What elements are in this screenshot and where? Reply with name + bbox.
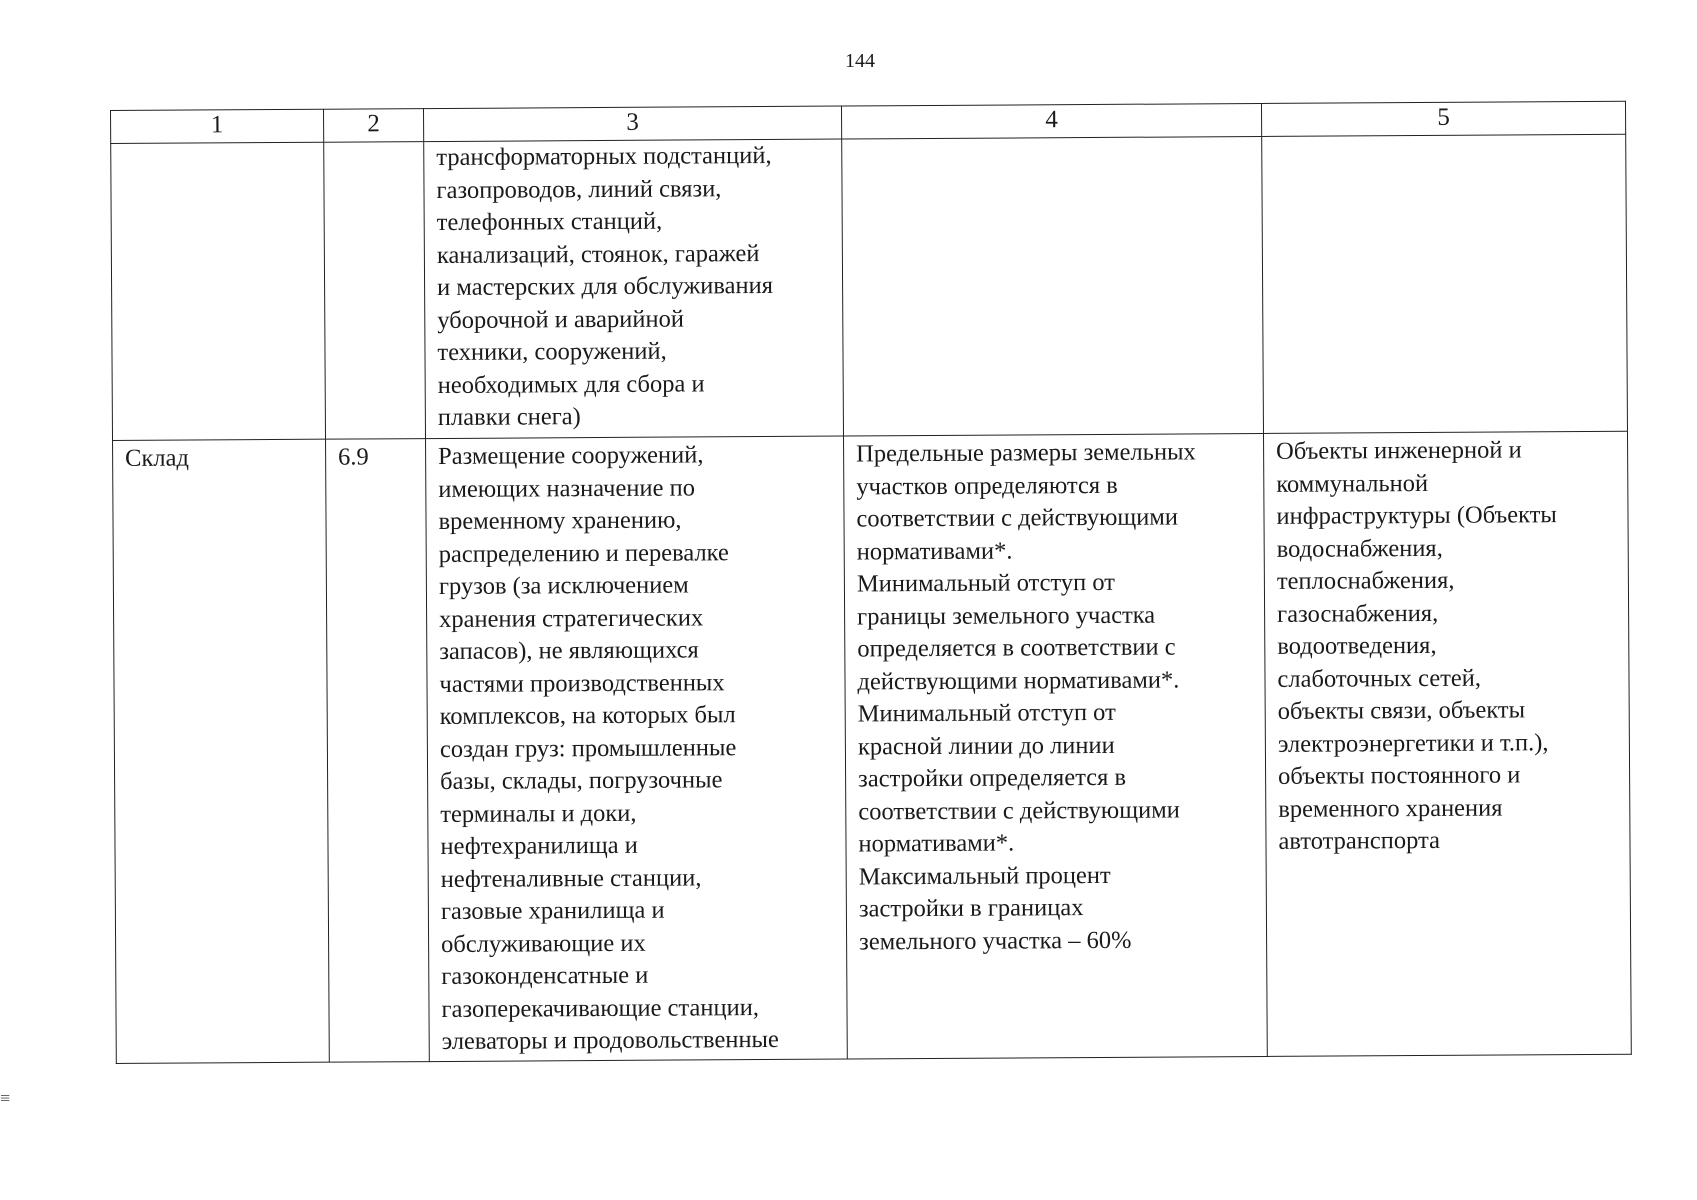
text-line: определяется в соответствии с <box>857 633 1176 663</box>
land-use-code-cell <box>324 142 426 440</box>
text-line: запасов), не являющихся <box>439 636 699 665</box>
text-line: газоснабжения, <box>1277 599 1439 628</box>
text-line: необходимых для сбора и <box>437 369 705 399</box>
text-line: газовые хранилища и <box>440 896 665 925</box>
land-use-name-cell: Склад <box>113 439 330 1063</box>
text-line: и мастерских для обслуживания <box>437 271 774 302</box>
text-line: границы земельного участка <box>857 601 1156 630</box>
text-line: электроэнергетики и т.п.), <box>1277 728 1549 758</box>
text-line: Размещение сооружений, <box>438 441 704 471</box>
land-use-table <box>110 101 1632 1064</box>
text-line: обслуживающие их <box>441 929 646 958</box>
text-line: комплексов, на которых был <box>439 701 736 730</box>
text-line: газопроводов, линий связи, <box>436 174 722 204</box>
text-line: водоотведения, <box>1277 631 1437 660</box>
text-line: участков определяются в <box>856 471 1118 500</box>
text-line: водоснабжения, <box>1276 534 1443 563</box>
text-line: инфраструктуры (Объекты <box>1276 501 1557 530</box>
table-row <box>113 431 1632 1063</box>
text-line: распределению и перевалке <box>438 538 729 568</box>
text-line: объекты связи, объекты <box>1277 696 1526 725</box>
auxiliary-uses-cell <box>1262 134 1628 433</box>
text-line: хранения стратегических <box>439 603 704 633</box>
table-row <box>111 134 1628 440</box>
text-line: газоперекачивающие станции, <box>441 993 759 1023</box>
text-line: Объекты инженерной и <box>1276 436 1522 465</box>
land-use-name-cell <box>111 142 326 440</box>
text-line: теплоснабжения, <box>1276 566 1455 595</box>
text-line: нормативами*. <box>856 536 1013 565</box>
text-line: элеваторы и продовольственные <box>441 1025 779 1055</box>
text-line: автотранспорта <box>1278 826 1441 855</box>
text-line: временному хранению, <box>438 506 682 536</box>
parameters-cell <box>842 136 1264 436</box>
text-line: газоконденсатные и <box>441 961 649 990</box>
text-line: плавки снега) <box>437 403 581 432</box>
text-line: грузов (за исключением <box>438 571 689 600</box>
text-line: канализаций, стоянок, гаражей <box>436 239 760 269</box>
header-cell-2: 2 <box>323 109 423 143</box>
scan-edge-mark: ≡ <box>0 1088 11 1108</box>
text-line: создан груз: промышленные <box>439 733 737 763</box>
text-line: земельного участка – 60% <box>859 926 1132 955</box>
text-line: уборочной и аварийной <box>437 304 684 334</box>
text-line: Минимальный отступ от <box>856 568 1116 598</box>
description-cell <box>426 436 848 1062</box>
text-line: базы, склады, погрузочные <box>440 766 723 795</box>
text-line: имеющих назначение по <box>438 473 695 503</box>
text-line: частями производственных <box>439 668 725 698</box>
auxiliary-uses-cell <box>1263 431 1631 1056</box>
text-line: трансформаторных подстанций, <box>436 141 772 172</box>
header-cell-3: 3 <box>423 106 841 142</box>
text-line: красной линии до линии <box>857 731 1115 760</box>
text-line: Максимальный процент <box>858 861 1111 890</box>
land-use-code-cell: 6.9 <box>326 439 430 1063</box>
text-line: нефтехранилища и <box>440 831 638 860</box>
text-line: терминалы и доки, <box>440 799 637 828</box>
text-line: коммунальной <box>1276 469 1429 498</box>
text-line: объекты постоянного и <box>1278 761 1521 790</box>
text-line: телефонных станций, <box>436 207 663 237</box>
header-cell-4: 4 <box>841 103 1261 139</box>
text-line: техники, сооружений, <box>437 337 667 367</box>
text-line: соответствии с действующими <box>856 503 1179 533</box>
text-line: слаботочных сетей, <box>1277 664 1482 693</box>
text-line: действующими нормативами*. <box>857 665 1180 695</box>
text-line: нефтеналивные станции, <box>440 863 702 893</box>
text-line: временного хранения <box>1278 794 1503 823</box>
header-cell-5: 5 <box>1261 101 1625 136</box>
page-number: 144 <box>845 50 875 72</box>
header-cell-1: 1 <box>111 109 324 143</box>
text-line: застройки в границах <box>858 894 1084 923</box>
description-cell <box>424 139 844 439</box>
parameters-cell <box>844 433 1268 1059</box>
text-line: застройки определяется в <box>858 763 1127 793</box>
text-line: соответствии с действующими <box>858 795 1180 825</box>
text-line: нормативами*. <box>858 829 1015 858</box>
text-line: Предельные размеры земельных <box>856 438 1196 468</box>
text-line: Минимальный отступ от <box>857 698 1116 728</box>
